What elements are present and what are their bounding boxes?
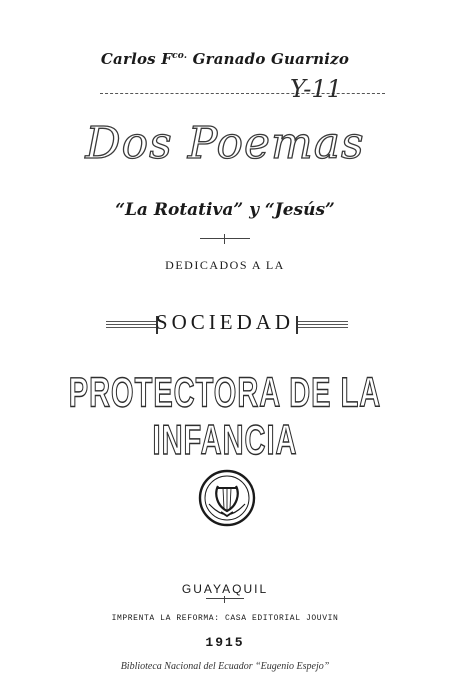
subtitle: “La Rotativa” y “Jesús”	[115, 200, 335, 220]
society-heading: SOCIEDAD	[155, 310, 295, 334]
imprint-city: GUAYAQUIL	[181, 582, 269, 596]
divider-ornament	[200, 236, 250, 242]
author-abbrev-sup: co.	[172, 51, 188, 61]
author-abbrev: F	[161, 50, 173, 68]
library-footer: Biblioteca Nacional del Ecuador “Eugenio Espejo”	[120, 661, 330, 672]
dedication-line: DEDICADOS A LA	[165, 258, 285, 272]
author-first: Carlos	[100, 50, 162, 68]
imprint-printer: IMPRENTA LA REFORMA: CASA EDITORIAL JOUVIN	[111, 614, 339, 623]
page-title: Dos Poemas	[85, 118, 365, 169]
imprint-rule	[206, 598, 244, 599]
right-ornament	[296, 318, 348, 332]
catalog-mark: Y-11	[290, 75, 342, 103]
lyre-emblem-icon	[197, 468, 257, 528]
organization-name: PROTECTORA DE LA INFANCIA	[68, 370, 382, 465]
author-name	[0, 50, 450, 68]
author-last: Granado Guarnizo	[187, 50, 350, 68]
imprint-rule-tick	[224, 596, 225, 603]
imprint-year: 1915	[205, 635, 245, 650]
